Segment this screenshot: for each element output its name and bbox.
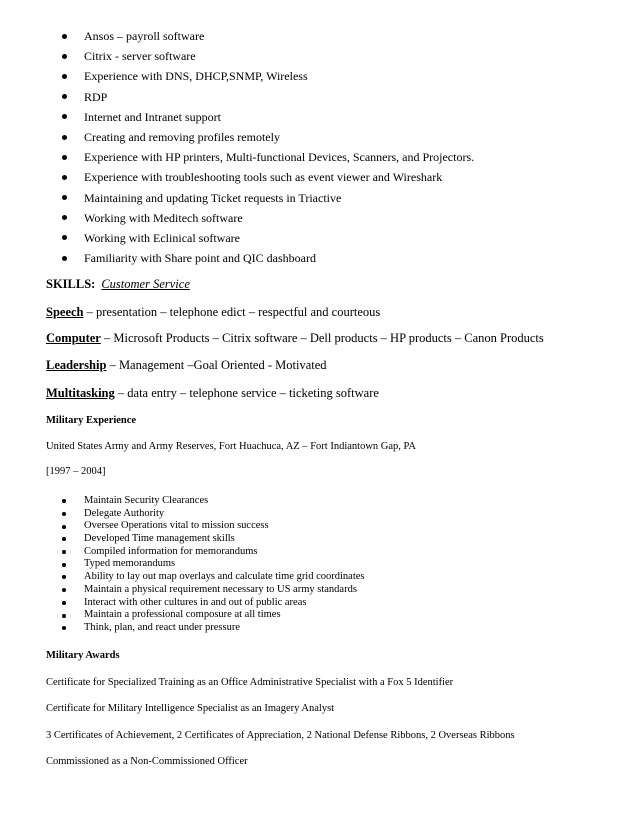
list-item — [56, 248, 616, 268]
list-item — [56, 609, 616, 622]
list-item — [56, 107, 616, 127]
list-item-text: Maintain a physical requirement necessary to US army standards — [84, 583, 357, 595]
skill-row-computer — [46, 331, 544, 346]
list-item — [56, 26, 616, 46]
list-item-text: Interact with other cultures in and out of public areas — [84, 596, 307, 608]
skill-row-multitasking — [46, 386, 379, 401]
list-item — [56, 597, 616, 610]
list-item — [56, 520, 616, 533]
list-item-text: Citrix - server software — [84, 49, 196, 64]
list-item — [56, 147, 616, 167]
list-item — [56, 622, 616, 635]
list-item — [56, 66, 616, 86]
list-item-text: RDP — [84, 89, 108, 104]
bullet-icon — [62, 525, 66, 529]
bullet-icon — [62, 195, 67, 200]
skill-row-speech — [46, 305, 380, 320]
bullet-icon — [62, 588, 66, 592]
list-item-text: Experience with DNS, DHCP,SNMP, Wireless — [84, 69, 308, 84]
list-item-text: Ansos – payroll software — [84, 29, 205, 43]
list-item — [56, 571, 616, 584]
list-item — [56, 46, 616, 66]
military-awards-heading: Military Awards — [46, 650, 120, 661]
list-item-text: Maintain Security Clearances — [84, 495, 209, 506]
bullet-icon — [62, 601, 66, 605]
bullet-icon — [62, 563, 66, 567]
bullet-icon — [62, 235, 67, 240]
bullet-icon — [62, 614, 66, 618]
bullet-icon — [62, 537, 66, 541]
bullet-icon — [62, 512, 66, 516]
list-item — [56, 167, 616, 187]
skill-description: – data entry – telephone service – ticketing software — [114, 386, 379, 400]
bullet-icon — [62, 175, 67, 180]
skill-name: Multitasking — [46, 386, 115, 400]
bullet-icon — [62, 114, 67, 119]
military-dates: [1997 – 2004] — [46, 466, 106, 477]
list-item-text: Creating and removing profiles remotely — [84, 129, 280, 144]
list-item-text: Maintain a professional composure at all times — [84, 609, 281, 621]
list-item-text: Maintaining and updating Ticket requests in Triactive — [84, 190, 342, 205]
skill-description: – Microsoft Products – Citrix software – Dell products – HP products – Canon Products — [100, 331, 544, 345]
bullet-icon — [62, 155, 67, 160]
bullet-icon — [62, 575, 66, 579]
bullet-icon — [62, 94, 67, 99]
list-item-text: Internet and Intranet support — [84, 109, 221, 124]
bullet-icon — [62, 499, 66, 503]
list-item-text: Familiarity with Share point and QIC dashboard — [84, 251, 316, 266]
list-item — [56, 127, 616, 147]
bullet-icon — [62, 54, 67, 59]
list-item-text: Ability to lay out map overlays and calculate time grid coordinates — [84, 571, 365, 583]
military-duties-list — [56, 495, 616, 635]
military-experience-heading: Military Experience — [46, 415, 137, 426]
software-skills-list — [56, 26, 616, 268]
military-unit: United States Army and Army Reserves, Fort Huachuca, AZ – Fort Indiantown Gap, PA — [46, 441, 416, 452]
skill-description: – Management –Goal Oriented - Motivated — [106, 358, 327, 372]
skill-name: Leadership — [46, 358, 107, 372]
list-item-text: Think, plan, and react under pressure — [84, 621, 240, 633]
award-item: Commissioned as a Non-Commissioned Officer — [46, 756, 248, 767]
list-item-text: Working with Eclinical software — [84, 230, 240, 245]
bullet-icon — [62, 256, 67, 261]
skill-row-leadership — [46, 358, 327, 373]
award-item: Certificate for Specialized Training as an Office Administrative Specialist with a Fox 5 Identifier — [46, 677, 454, 688]
bullet-icon — [62, 550, 66, 554]
list-item — [56, 208, 616, 228]
list-item — [56, 228, 616, 248]
skill-description: – presentation – telephone edict – respectful and courteous — [83, 305, 381, 319]
award-item: Certificate for Military Intelligence Specialist as an Imagery Analyst — [46, 703, 335, 714]
list-item-text: Experience with HP printers, Multi-functional Devices, Scanners, and Projectors. — [84, 150, 475, 165]
list-item-text: Developed Time management skills — [84, 533, 235, 545]
skills-heading: SKILLS: — [46, 277, 96, 291]
skills-heading-line — [46, 277, 190, 292]
list-item-text: Delegate Authority — [84, 507, 165, 519]
list-item-text: Experience with troubleshooting tools such as event viewer and Wireshark — [84, 170, 443, 185]
bullet-icon — [62, 215, 67, 220]
list-item — [56, 584, 616, 597]
list-item — [56, 508, 616, 521]
list-item — [56, 87, 616, 107]
list-item — [56, 546, 616, 559]
skill-name: Computer — [46, 331, 101, 345]
bullet-icon — [62, 626, 66, 630]
list-item — [56, 533, 616, 546]
list-item-text: Typed memorandums — [84, 558, 176, 570]
bullet-icon — [62, 135, 67, 140]
list-item — [56, 558, 616, 571]
list-item-text: Oversee Operations vital to mission success — [84, 520, 269, 532]
bullet-icon — [62, 34, 67, 39]
bullet-icon — [62, 74, 67, 79]
skills-subheading: Customer Service — [101, 277, 190, 291]
list-item — [56, 188, 616, 208]
skill-name: Speech — [46, 305, 84, 319]
list-item-text: Working with Meditech software — [84, 210, 243, 225]
list-item — [56, 495, 616, 508]
award-item: 3 Certificates of Achievement, 2 Certificates of Appreciation, 2 National Defense Ribbons, 2 Overseas Ribbons — [46, 730, 515, 741]
list-item-text: Compiled information for memorandums — [84, 545, 258, 557]
